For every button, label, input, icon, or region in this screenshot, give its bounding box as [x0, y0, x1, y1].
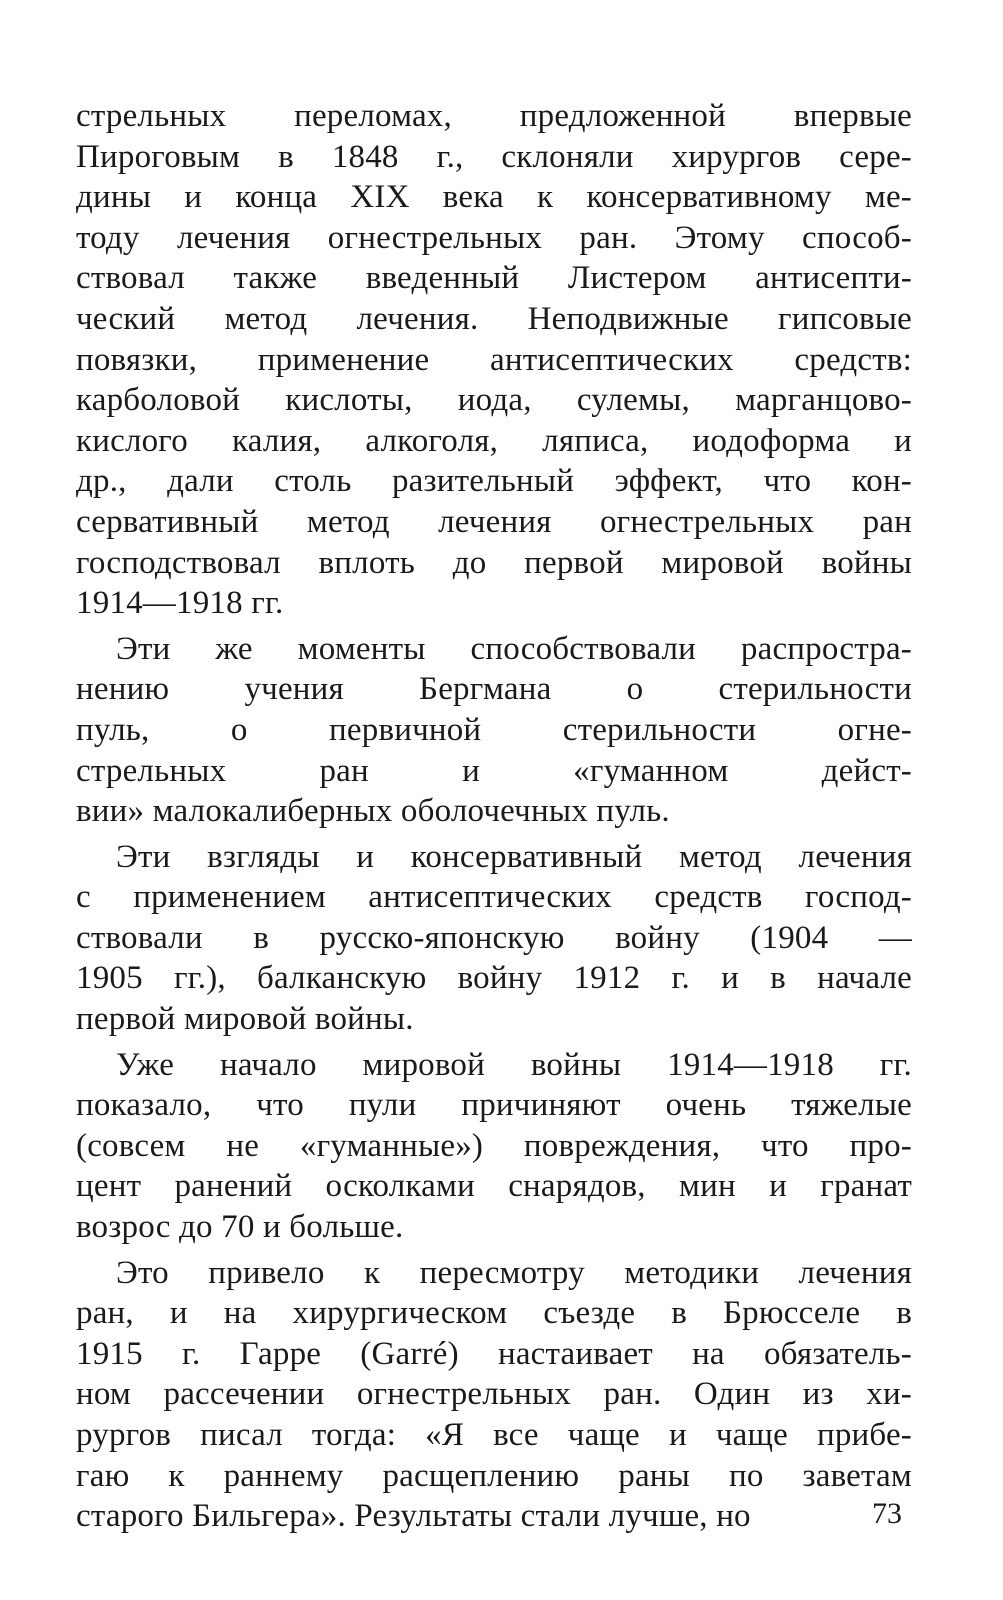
text-line: стрельных ран и «гуманном дейст-	[76, 752, 912, 789]
text-line: 1915 г. Гарре (Garré) настаивает на обязатель-	[76, 1335, 912, 1372]
text-line: сервативный метод лечения огнестрельных ран	[76, 503, 912, 540]
text-line: Эти же моменты способствовали распростра-	[116, 630, 912, 667]
text-line: старого Бильгера». Результаты стали лучше, но	[76, 1498, 751, 1535]
text-line: с применением антисептических средств господ-	[76, 879, 912, 916]
text-line: 1905 гг.), балканскую войну 1912 г. и в начале	[76, 960, 912, 997]
text-line: ствовали в русско-японскую войну (1904 —	[76, 919, 912, 956]
paragraph	[76, 1253, 912, 1537]
text-line: вии» малокалиберных оболочечных пуль.	[76, 793, 670, 830]
text-line: нению учения Бергмана о стерильности	[76, 671, 912, 708]
text-line: цент ранений осколками снарядов, мин и гранат	[76, 1168, 912, 1205]
text-line: пуль, о первичной стерильности огне-	[76, 711, 912, 748]
paragraph	[76, 96, 912, 624]
text-line: первой мировой войны.	[76, 1001, 414, 1038]
paragraph	[76, 837, 912, 1040]
text-line: тоду лечения огнестрельных ран. Этому способ-	[76, 219, 912, 256]
text-line: повязки, применение антисептических средств:	[76, 341, 912, 378]
text-line: Это привело к пересмотру методики лечения	[116, 1254, 912, 1291]
text-line: др., дали столь разительный эффект, что кон-	[76, 463, 912, 500]
page-number: 73	[872, 1497, 902, 1530]
text-line: карболовой кислоты, иода, сулемы, марганцово-	[76, 382, 912, 419]
text-line: рургов писал тогда: «Я все чаще и чаще прибе-	[76, 1417, 912, 1453]
paragraph	[76, 629, 912, 832]
text-line: ном рассечении огнестрельных ран. Один из хи-	[76, 1376, 912, 1413]
text-line: стрельных переломах, предложенной впервые	[76, 98, 912, 134]
paragraph	[76, 1045, 912, 1248]
text-line: Уже начало мировой войны 1914—1918 гг.	[116, 1046, 912, 1083]
text-line: Пироговым в 1848 г., склоняли хирургов сере-	[76, 138, 912, 175]
text-line: гаю к раннему расщеплению раны по заветам	[76, 1457, 912, 1494]
text-line: возрос до 70 и больше.	[76, 1209, 404, 1246]
page-text	[76, 96, 912, 1537]
text-line: Эти взгляды и консервативный метод лечения	[116, 838, 912, 875]
text-line: (совсем не «гуманные») повреждения, что про-	[76, 1127, 912, 1164]
text-line: ран, и на хирургическом съезде в Брюсселе в	[76, 1295, 912, 1332]
text-line: 1914—1918 гг.	[76, 585, 284, 622]
text-line: ческий метод лечения. Неподвижные гипсовые	[76, 300, 912, 337]
text-line: господствовал вплоть до первой мировой войны	[76, 544, 912, 581]
text-line: ствовал также введенный Листером антисепти-	[76, 260, 912, 297]
text-line: показало, что пули причиняют очень тяжелые	[76, 1087, 912, 1124]
text-line: дины и конца XIX века к консервативному ме-	[76, 179, 912, 216]
text-line: кислого калия, алкоголя, ляписа, иодоформа и	[76, 422, 912, 459]
